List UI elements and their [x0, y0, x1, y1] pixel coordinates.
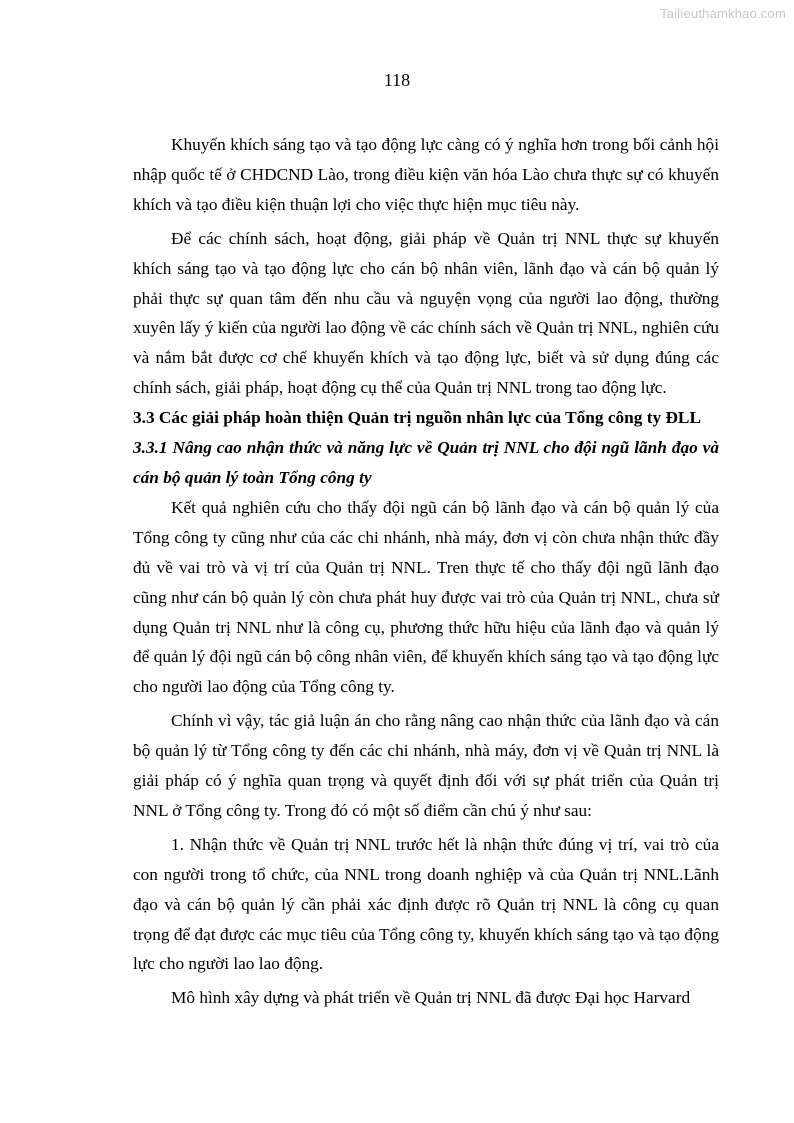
section-heading-3-3: 3.3 Các giải pháp hoàn thiện Quản trị nguồn nhân lực của Tổng công ty ĐLL — [133, 408, 701, 428]
paragraph-5-numbered: 1. Nhận thức về Quản trị NNL trước hết là nhận thức đúng vị trí, vai trò của con người trong tổ chức, của NNL trong doanh nghiệp và của Quản trị NNL.Lãnh đạo và cán bộ quản lý cần phải xác định được rõ Quản trị NNL là công cụ quan trọng để đạt được các mục tiêu của Tổng công ty, khuyến khích sáng tạo và tạo động lực cho người lao lao động. — [133, 834, 719, 974]
page-number: 118 — [383, 70, 411, 90]
document-body — [133, 130, 719, 1013]
paragraph-6: Mô hình xây dựng và phát triển về Quản trị NNL đã được Đại học Harvard — [171, 988, 691, 1008]
watermark: Tailieuthamkhao.com — [660, 6, 786, 21]
paragraph-4: Chính vì vậy, tác giả luận án cho rằng nâng cao nhận thức của lãnh đạo và cán bộ quản lý từ Tổng công ty đến các chi nhánh, nhà máy, đơn vị về Quản trị NNL là giải pháp có ý nghĩa quan trọng và quyết định đối với sự phát triển của Quản trị NNL ở Tổng công ty. Trong đó có một số điểm cần chú ý như sau: — [133, 711, 719, 820]
paragraph-3: Kết quả nghiên cứu cho thấy đội ngũ cán bộ lãnh đạo và cán bộ quản lý của Tổng công ty cũng như của các chi nhánh, nhà máy, đơn vị còn chưa nhận thức đầy đủ về vai trò và vị trí của Quản trị NNL. Tren thực tế cho thấy đội ngũ lãnh đạo cũng như cán bộ quản lý còn chưa phát huy được vai trò của Quản trị NNL, chưa sử dụng Quản trị NNL như là công cụ, phương thức hữu hiệu của lãnh đạo và quản lý để quản lý đội ngũ cán bộ công nhân viên, để khuyến khích sáng tạo và tạo động lực cho người lao động của Tổng công ty. — [133, 497, 719, 697]
paragraph-1: Khuyến khích sáng tạo và tạo động lực càng có ý nghĩa hơn trong bối cảnh hội nhập quốc tế ở CHDCND Lào, trong điều kiện văn hóa Lào chưa thực sự có khuyến khích và tạo điều kiện thuận lợi cho việc thực hiện mục tiêu này. — [133, 135, 719, 214]
paragraph-2: Để các chính sách, hoạt động, giải pháp về Quản trị NNL thực sự khuyến khích sáng tạo và tạo động lực cho cán bộ nhân viên, lãnh đạo và cán bộ quản lý phải thực sự quan tâm đến nhu cầu và nguyện vọng của người lao động, thường xuyên lấy ý kiến của người lao động về các chính sách về Quản trị NNL, nghiên cứu và nắm bắt được cơ chế khuyến khích và tạo động lực, biết và sử dụng đúng các chính sách, giải pháp, hoạt động cụ thể của Quản trị NNL trong tao động lực. — [133, 228, 719, 398]
subsection-heading-3-3-1: 3.3.1 Nâng cao nhận thức và năng lực về Quản trị NNL cho đội ngũ lãnh đạo và cán bộ quản lý toàn Tổng công ty — [133, 438, 719, 487]
